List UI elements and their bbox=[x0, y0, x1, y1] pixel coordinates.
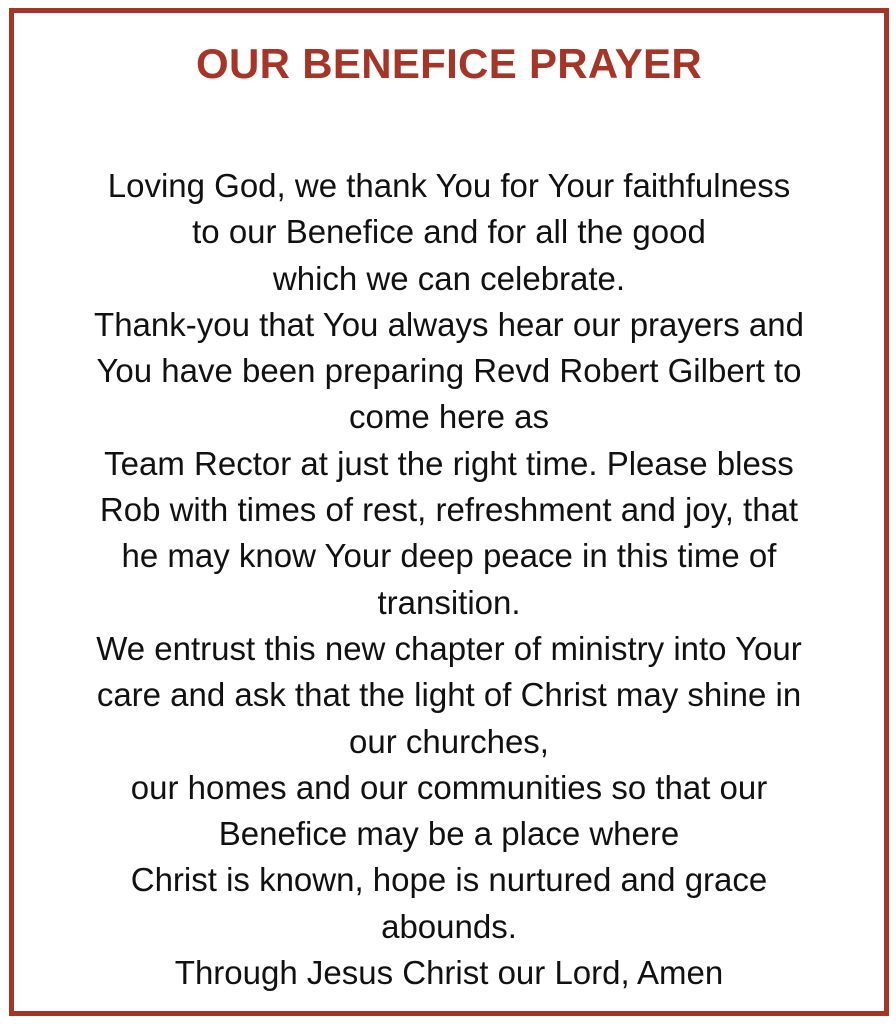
prayer-line: Through Jesus Christ our Lord, Amen bbox=[174, 954, 724, 992]
prayer-line: We entrust this new chapter of ministry into Your bbox=[96, 629, 802, 667]
prayer-line: Loving God, we thank You for Your faithfulness bbox=[107, 167, 791, 204]
prayer-line: come here as bbox=[349, 398, 549, 436]
prayer-line: care and ask that the light of Christ may shine in bbox=[96, 676, 802, 714]
page-title: OUR BENEFICE PRAYER bbox=[196, 40, 702, 87]
prayer-line: he may know Your deep peace in this time of bbox=[121, 537, 777, 575]
prayer-line: our homes and our communities so that our bbox=[130, 768, 768, 806]
prayer-text bbox=[14, 163, 884, 996]
prayer-line: Thank-you that You always hear our prayers and bbox=[94, 305, 804, 343]
prayer-line: abounds. bbox=[381, 907, 517, 945]
prayer-line: transition. bbox=[377, 583, 521, 621]
prayer-line: Rob with times of rest, refreshment and joy, that bbox=[99, 491, 799, 529]
prayer-line: our churches, bbox=[349, 722, 549, 760]
prayer-card-border bbox=[9, 8, 889, 1016]
prayer-line: Christ is known, hope is nurtured and grace bbox=[130, 861, 768, 899]
prayer-line: Team Rector at just the right time. Please bless bbox=[104, 444, 794, 482]
prayer-line: Benefice may be a place where bbox=[218, 815, 680, 853]
prayer-line: to our Benefice and for all the good bbox=[192, 213, 706, 251]
prayer-line: which we can celebrate. bbox=[272, 259, 626, 297]
prayer-line: You have been preparing Revd Robert Gilbert to bbox=[96, 352, 802, 390]
